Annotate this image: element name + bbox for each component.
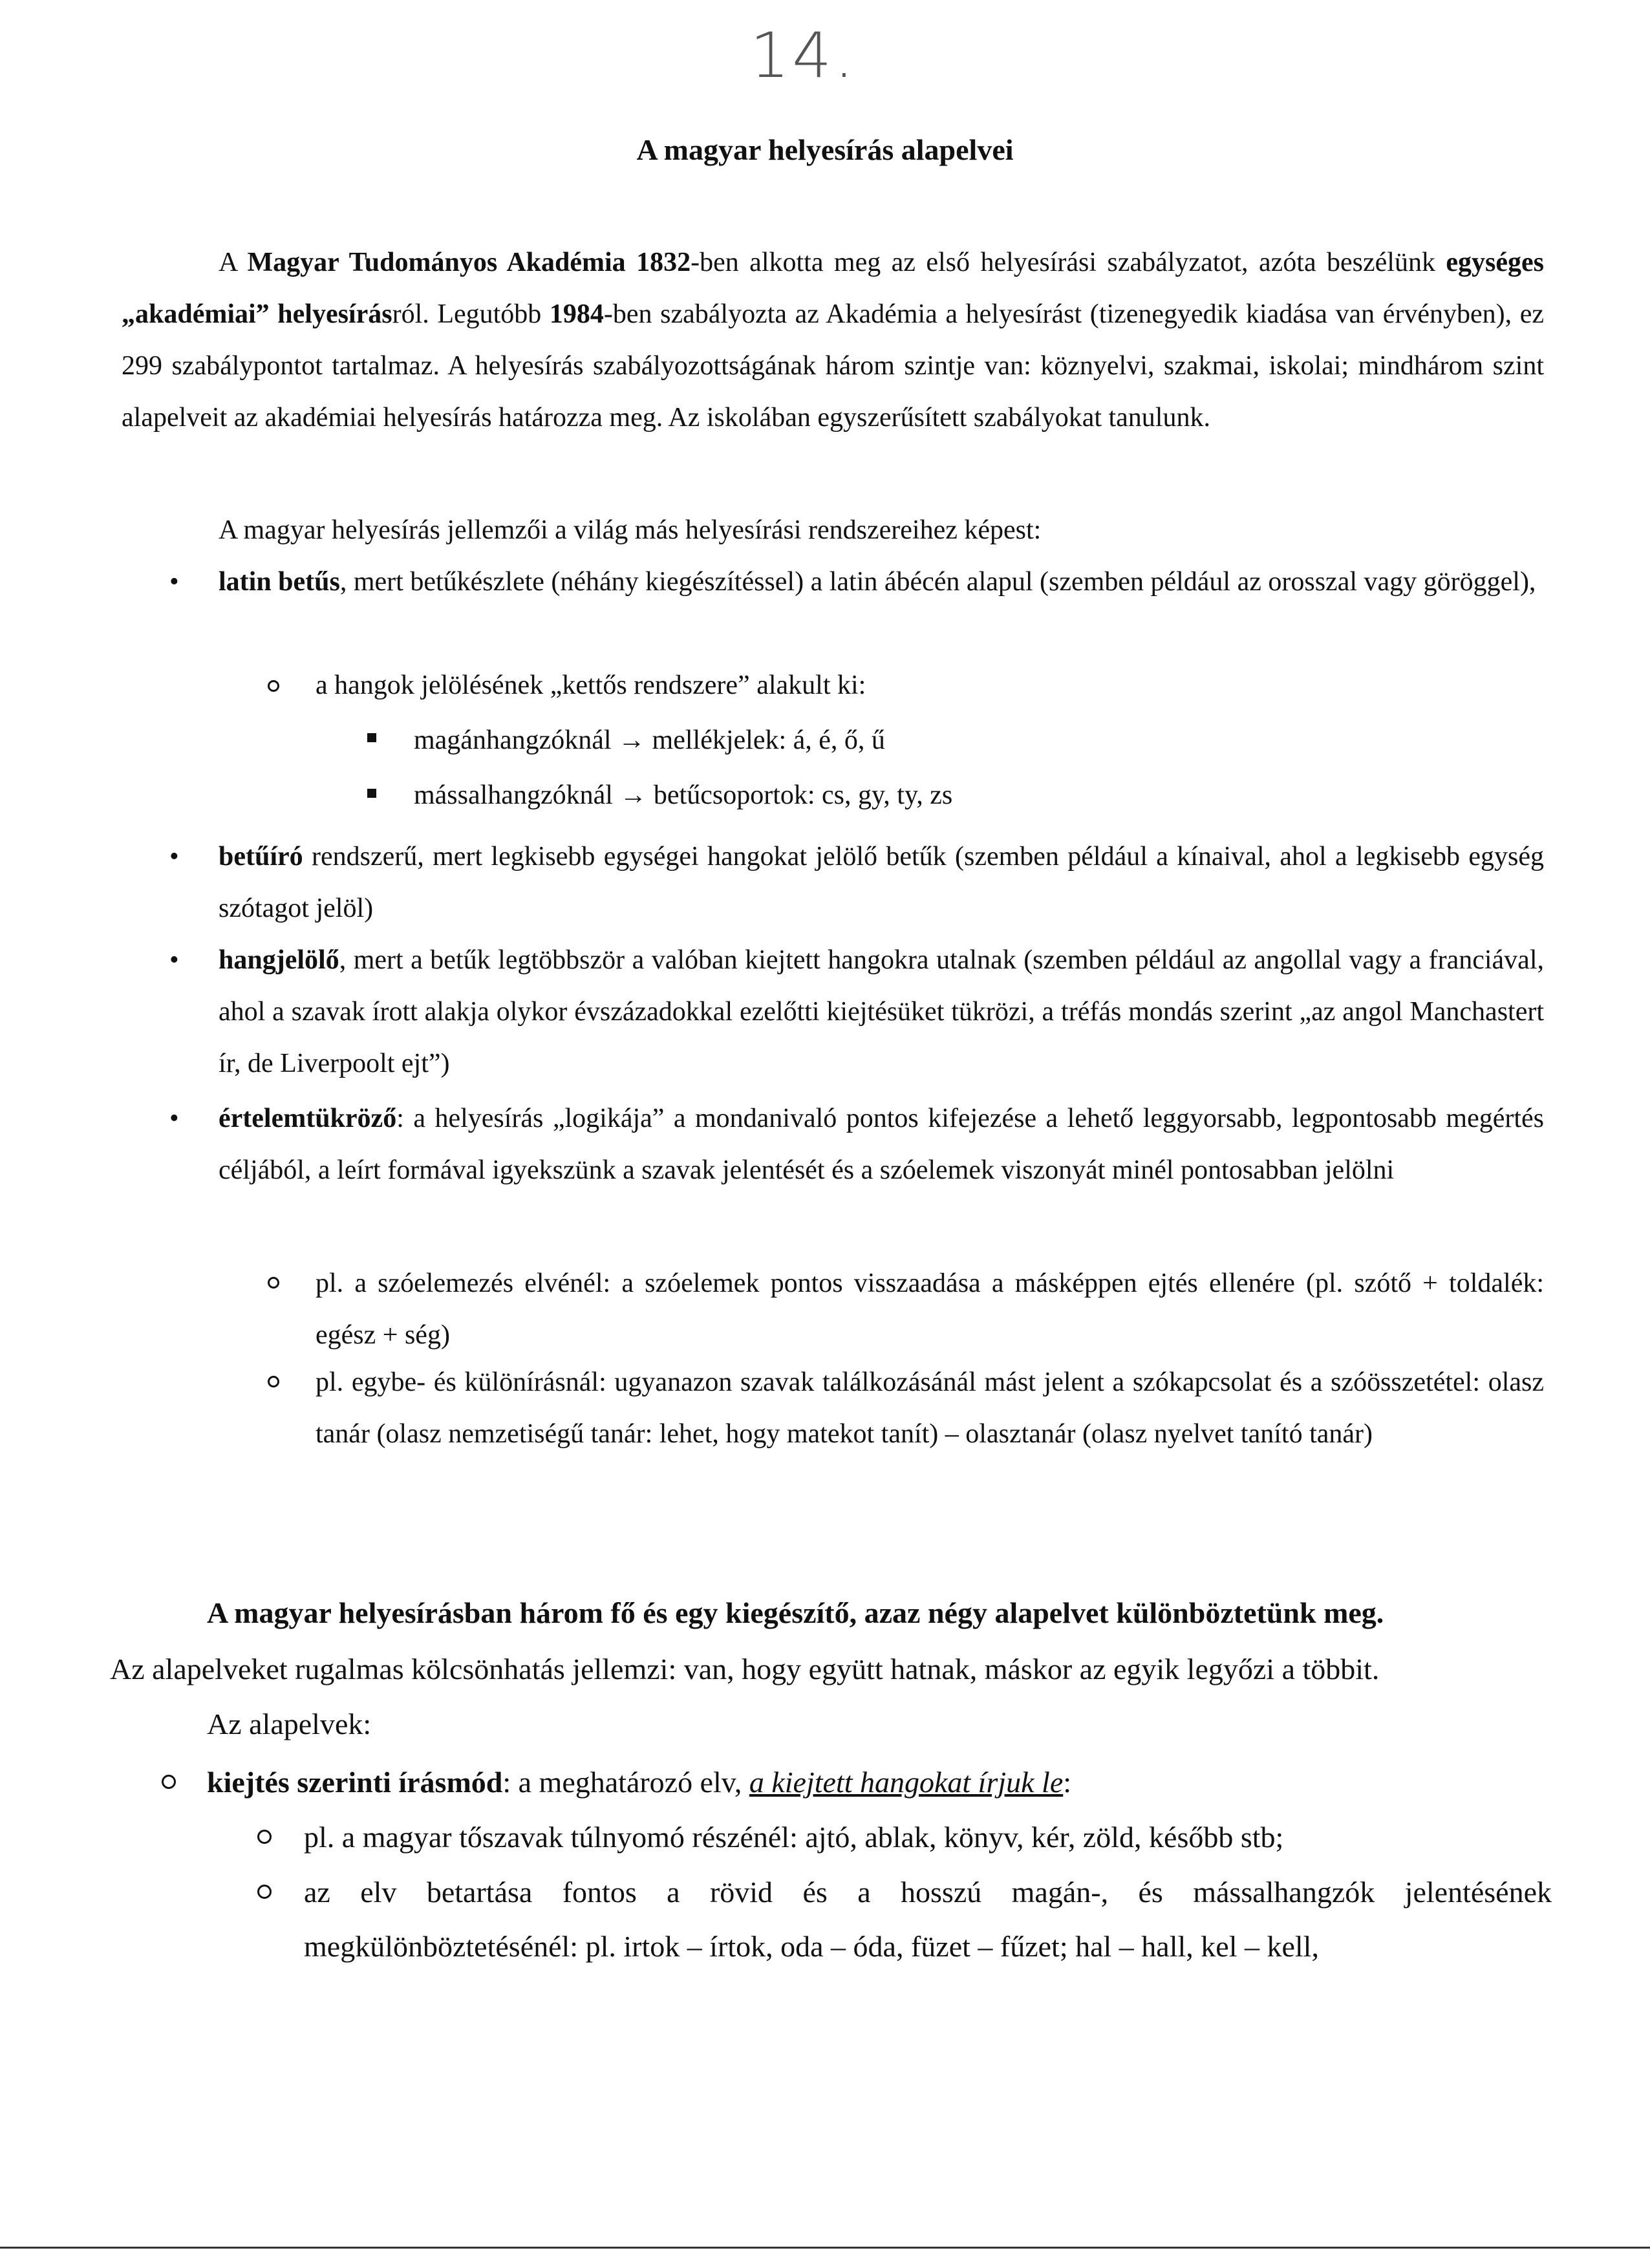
circle-bullet-icon [268,1376,279,1387]
feature-latin-vowels: magánhangzóknál → mellékjelek: á, é, ő, ű [414,725,885,755]
features-intro: A magyar helyesírás jellemzői a világ más helyesírási rendszereihez képest: [219,515,1042,545]
feature-latin-sub: a hangok jelölésének „kettős rendszere” alakult ki: [316,670,866,700]
year-1984: 1984 [549,299,604,329]
uniform-spelling: egységes „akadémiai” helyesírás [122,248,1545,329]
circle-bullet-icon [162,1775,176,1789]
feature-latin: latin betűs, mert betűkészlete (néhány kiegészítéssel) a latin ábécén alapul (szemben például az orosszal vagy göröggel), [219,567,1536,597]
feature-latin-consonants: mássalhangzóknál → betűcsoportok: cs, gy, ty, zs [414,780,953,810]
feature-betuiro: betűíró rendszerű, mert legkisebb egységei hangokat jelölő betűk (szemben például a kínaival, ahol a legkisebb egység szótagot jelöl) [219,842,1544,923]
handwritten-page-number: 14. [750,19,857,92]
square-bullet-icon [367,789,376,798]
bullet-icon: • [169,842,179,872]
principle-pronunciation: kiejtés szerinti írásmód: a meghatározó elv, a kiejtett hangokat írjuk le: [207,1766,1072,1799]
bullet-icon: • [169,1104,179,1133]
principles-text: Az alapelveket rugalmas kölcsönhatás jellemzi: van, hogy együtt hatnak, máskor az egyik legyőzi a többit. [110,1653,1380,1685]
bullet-icon: • [169,567,179,597]
principles-heading: A magyar helyesírásban három fő és egy kiegészítő, azaz négy alapelvet különböztetünk meg. [207,1596,1384,1629]
intro-paragraph: A Magyar Tudományos Akadémia 1832-ben alkotta meg az első helyesírási szabályzatot, azóta beszélünk egységes „akadémiai” helyesírásról. Legutóbb 1984-ben szabályozta az Akadémia a helyesírást (tizenegyedik kiadása van érvényben), ez 299 szabálypontot tartalmaz. A helyesírás szabályozottságának három szintje van: köznyelvi, szakmai, iskolai; mindhárom szint alapelveit az akadémiai helyesírás határozza meg. Az iskolában egyszerűsített szabályokat tanulunk. [122,248,1545,433]
bullet-icon: • [169,945,179,975]
circle-bullet-icon [257,1830,272,1844]
page-title: A magyar helyesírás alapelvei [636,133,1014,166]
principle-pronunciation-sub2: az elv betartása fontos a rövid és a hosszú magán-, és mássalhangzók jelentésének megkülönböztetésénél: pl. irtok – írtok, oda – óda, füzet – fűzet; hal – hall, kel – kell, [304,1876,1552,1963]
pronunciation-rule: a kiejtett hangokat írjuk le [749,1766,1064,1799]
circle-bullet-icon [268,1277,279,1289]
feature-hangjelolo: hangjelölő, mert a betűk legtöbbször a valóban kiejtett hangokra utalnak (szemben például az angollal vagy a franciával, ahol a szavak írott alakja olykor évszázadokkal ezelőtti kiejtésüket tükrözi, a tréfás mondás szerint „az angol Manchastert ír, de Liverpoolt ejt”) [219,945,1544,1078]
year-1832: 1832 [636,248,691,277]
scan-edge-line [0,2247,1650,2249]
feature-ertelem-sub2: pl. egybe- és különírásnál: ugyanazon szavak találkozásánál mást jelent a szókapcsolat és a szóösszetétel: olasz tanár (olasz nemzetiségű tanár: lehet, hogy matekot tanít) – olasztanár (olasz nyelvet tanító tanár) [316,1367,1544,1449]
square-bullet-icon [367,733,376,742]
circle-bullet-icon [257,1885,272,1899]
principle-pronunciation-sub1: pl. a magyar tőszavak túlnyomó részénél: ajtó, ablak, könyv, kér, zöld, később stb; [304,1821,1284,1854]
academy-name: Magyar Tudományos Akadémia [247,248,626,277]
feature-ertelem-sub1: pl. a szóelemezés elvénél: a szóelemek pontos visszaadása a másképpen ejtés ellenére (pl. szótő + toldalék: egész + ség) [316,1268,1544,1350]
principles-label: Az alapelvek: [207,1707,372,1740]
circle-bullet-icon [268,680,279,692]
feature-ertelemtukrozo: értelemtükröző: a helyesírás „logikája” a mondanivaló pontos kifejezése a lehető leggyorsabb, legpontosabb megértés céljából, a leírt formával igyekszünk a szavak jelentését és a szóelemek viszonyát minél pontosabban jelölni [219,1104,1544,1185]
